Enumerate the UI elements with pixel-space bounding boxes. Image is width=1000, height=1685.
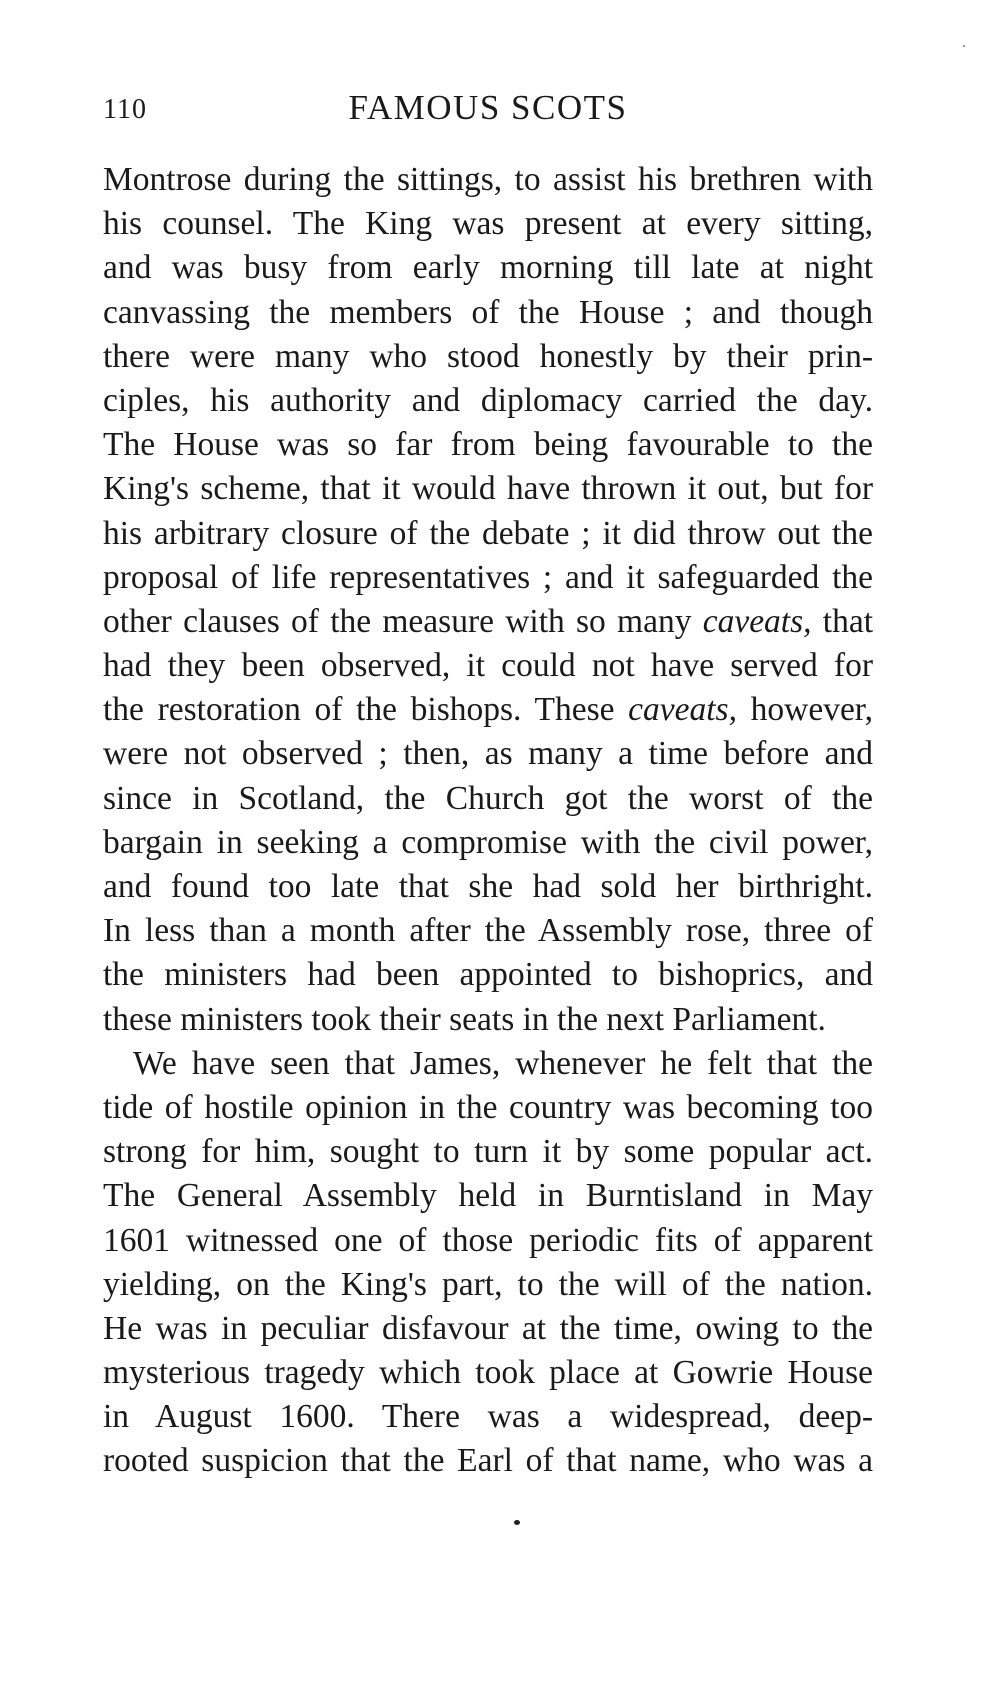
text-line: yielding, on the King's part, to the will of the nation. <box>103 1265 873 1303</box>
text-line: The General Assembly held in Burntisland in May <box>103 1177 873 1215</box>
text-line: his counsel. The King was present at every sitting, <box>103 205 873 243</box>
text-line: rooted suspicion that the Earl of that name, who was a <box>103 1442 873 1480</box>
text-line: since in Scotland, the Church got the worst of the <box>103 779 873 817</box>
text-line: his arbitrary closure of the debate ; it did throw out the <box>103 514 873 552</box>
page-number: 110 <box>103 94 147 125</box>
text-line: bargain in seeking a compromise with the civil power, <box>103 823 873 861</box>
text-fragment: however, <box>736 691 874 729</box>
text-line: were not observed ; then, as many a time before and <box>103 735 873 773</box>
printer-mark <box>514 1520 520 1525</box>
text-line: ciples, his authority and diplomacy carried the day. <box>103 381 873 419</box>
scan-speck <box>963 45 965 47</box>
text-line: in August 1600. There was a widespread, deep- <box>103 1398 873 1436</box>
text-line: and was busy from early morning till late at night <box>103 249 873 287</box>
text-line: He was in peculiar disfavour at the time, owing to the <box>103 1309 873 1347</box>
text-line: there were many who stood honestly by their prin- <box>103 337 873 375</box>
text-line: In less than a month after the Assembly rose, three of <box>103 912 873 950</box>
running-title: FAMOUS SCOTS <box>348 88 628 127</box>
italic-word: caveats, <box>628 691 737 729</box>
text-fragment: the restoration of the bishops. These <box>103 691 629 729</box>
text-line: tide of hostile opinion in the country was becoming too <box>103 1088 873 1126</box>
text-line <box>103 600 873 644</box>
text-line: mysterious tragedy which took place at Gowrie House <box>103 1354 873 1392</box>
text-fragment: other clauses of the measure with so many <box>103 602 703 640</box>
text-line: proposal of life representatives ; and it safeguarded the <box>103 558 873 596</box>
italic-word: caveats, <box>702 602 812 640</box>
text-line: these ministers took their seats in the next Parliament. <box>103 1000 826 1038</box>
text-line: strong for him, sought to turn it by some popular act. <box>103 1133 873 1171</box>
text-line: The House was so far from being favourable to the <box>103 426 873 464</box>
text-line: We have seen that James, whenever he felt that the <box>133 1044 873 1082</box>
text-line: Montrose during the sittings, to assist his brethren with <box>103 161 873 198</box>
text-line: the ministers had been appointed to bishoprics, and <box>103 956 873 994</box>
body-text <box>103 158 873 1484</box>
text-line: had they been observed, it could not have served for <box>103 647 873 685</box>
text-line: and found too late that she had sold her birthright. <box>103 868 873 905</box>
text-line: King's scheme, that it would have thrown it out, but for <box>103 470 873 508</box>
running-head <box>103 88 873 136</box>
text-line: canvassing the members of the House ; and though <box>103 293 873 331</box>
text-line: 1601 witnessed one of those periodic fits of apparent <box>103 1221 873 1259</box>
text-line <box>103 688 873 732</box>
text-fragment: that <box>811 602 874 640</box>
